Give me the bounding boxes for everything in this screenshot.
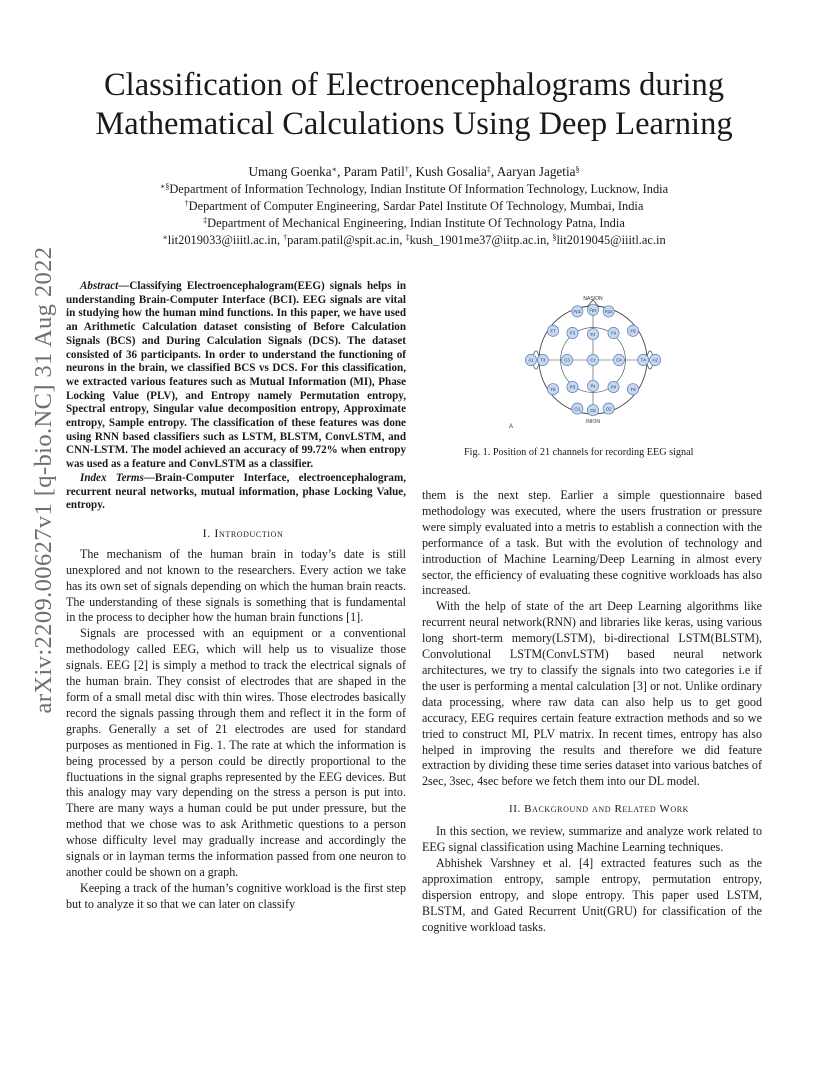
electrode-c4 xyxy=(613,354,624,365)
paragraph: In this section, we review, summarize and analyze work related to EEG signal classification using Machine Learning techniques. xyxy=(422,824,762,855)
affiliation-text: Department of Computer Engineering, Sardar Patel Institute Of Technology, Mumbai, India xyxy=(188,199,644,213)
inion-label: INION xyxy=(586,419,600,425)
affiliation-text: Department of Mechanical Engineering, Indian Institute Of Technology Patna, India xyxy=(207,216,625,230)
nasion-label: NASION xyxy=(583,296,603,302)
electrode-label: T4 xyxy=(640,357,646,363)
electrode-label: Fp1 xyxy=(573,309,582,315)
abstract xyxy=(66,280,406,472)
index-terms-text: —Brain-Computer Interface, electroencephalogram, recurrent neural networks, mutual information, phase Locking Value, entropy. xyxy=(66,471,406,512)
electrode-label: F4 xyxy=(610,330,617,336)
electrode-label: Fp2 xyxy=(604,309,613,315)
figure-caption: Fig. 1. Position of 21 channels for recording EEG signal xyxy=(464,447,694,458)
author-list: Umang Goenka∗, Param Patil†, Kush Gosalia‡, Aaryan Jagetia§ xyxy=(248,164,580,179)
electrode-c3 xyxy=(561,354,572,365)
email-line xyxy=(40,232,788,248)
paragraph: them is the next step. Earlier a simple questionnaire based methodology was executed, where the users frustration or pressure were simply evaluated into a metris to establish a connection with the performance of a task. But with the evolution of technology and introduction of Machine Learning/Deep Learning in almost every sector, the efficiency of evaluating these cognitive workloads has also increased. xyxy=(422,488,762,598)
electrode-label: Oz xyxy=(590,407,596,413)
author-mark: ‡ xyxy=(486,165,491,174)
electrode-f3 xyxy=(567,327,578,338)
paragraph: The mechanism of the human brain in today’s date is still unexplored and not known to the researchers. Every action we take has its own set of signals depending on which the human brain reacts. The understanding of these signals is something that is fundamental in the process to decipher how the human brain functions [1]. xyxy=(66,546,406,625)
email-text: lit2019033@iiitl.ac.in, xyxy=(167,233,281,247)
email-mark: † xyxy=(283,233,288,242)
email-text: lit2019045@iiitl.ac.in xyxy=(556,233,666,247)
affiliation-2 xyxy=(40,198,788,214)
paragraph: Keeping a track of the human’s cognitive workload is the first step but to analyze it so that we can later on classify xyxy=(66,880,406,911)
electrode-label: F8 xyxy=(630,328,636,334)
electrode-label: Fpz xyxy=(589,307,597,313)
author-name: Param Patil xyxy=(343,164,405,179)
figure-panel-label: A xyxy=(508,424,514,430)
electrode-label: Cz xyxy=(590,357,596,363)
paper-title xyxy=(40,66,788,144)
left-column xyxy=(66,280,406,913)
electrode-f8 xyxy=(627,325,638,336)
electrode-fp1 xyxy=(572,306,583,317)
email-mark: § xyxy=(552,233,557,242)
electrode-o1 xyxy=(572,403,583,414)
section-heading-text: II. Background and Related Work xyxy=(508,803,690,816)
affiliation-1 xyxy=(40,181,788,197)
affiliation-mark: ‡ xyxy=(203,216,208,225)
affiliation-text: Department of Information Technology, Indian Institute Of Information Technology, Lucknow, India xyxy=(169,182,669,196)
author-mark: † xyxy=(404,165,409,174)
author-mark: ∗ xyxy=(331,165,338,174)
title-line-2: Mathematical Calculations Using Deep Learning xyxy=(95,106,733,142)
electrode-label: P3 xyxy=(569,384,576,390)
electrode-fp2 xyxy=(603,306,614,317)
electrode-a1 xyxy=(525,354,536,365)
electrode-fz xyxy=(587,328,598,339)
affiliation-3 xyxy=(40,215,788,231)
section-heading-background xyxy=(422,802,762,818)
arxiv-identifier-text: arXiv:2209.00627v1 [q-bio.NC] 31 Aug 2022 xyxy=(30,246,57,714)
index-terms xyxy=(66,472,406,513)
electrode-p4 xyxy=(608,381,619,392)
electrode-fpz xyxy=(587,304,598,315)
email-text: param.patil@spit.ac.in, xyxy=(287,233,403,247)
electrode-cz xyxy=(587,354,598,365)
electrode-pz xyxy=(587,380,598,391)
author-name: Umang Goenka xyxy=(248,164,332,179)
paragraph: With the help of state of the art Deep Learning algorithms like recurrent neural network(RNN) and libraries like keras, using various long short-term memory(LSTM), bi-directional LSTM(BLSTM), Convolutional LSTM(ConvLSTM) based neural network architectures, we try to classify the signals into two categories i.e if the user is performing a mental calculation [3] or not. Unlike ordinary data processing, where raw data can also help us to get good accuracy, EEG requires certain feature extraction methods and so we tried to construct MI, PLV matrix. In recent times, entropy has also helped in improving the results and therefore we did feature extraction by dividing these time series dataset into various batches of 2sec, 3sec, 4sec before we fetch them into our DL model. xyxy=(422,599,762,789)
right-column xyxy=(422,488,762,935)
section-heading-introduction xyxy=(66,526,406,542)
paragraph: Abhishek Varshney et al. [4] extracted features such as the approximation entropy, sample entropy, permutation entropy, dispersion entropy, and slope entropy. This paper used LSTM, BLSTM, and Gated Recurrent Unit(GRU) for classification of the cognitive workload tasks. xyxy=(422,855,762,934)
abstract-label: Abstract xyxy=(80,280,119,292)
electrode-label: O1 xyxy=(574,406,581,412)
electrode-t6 xyxy=(627,384,638,395)
abstract-text: —Classifying Electroencephalogram(EEG) signals helps in understanding Brain-Computer Interface (BCI). EEG signals are vital in studying how the human mind functions. In this paper, we have used an Arithmetic Calculation dataset consisting of Before Calculation Signals (BCS) and During Calculation Signals (DCS). The dataset consisted of 36 participants. In order to understand the functioning of neurons in the brain, we classified BCS vs DCS. For this classification, we extracted various features such as Mutual Information (MI), Phase Locking Value (PLV), and Entropy namely Permutation entropy, Spectral entropy, Singular value decomposition entropy, Approximate entropy, Sample entropy. The classification of these features was done using RNN based classifiers such as LSTM, BLSTM, ConvLSTM, and CNN-LSTM. The model achieved an accuracy of 99.72% when entropy was used as a feature and ConvLSTM as a classifier. xyxy=(66,280,406,471)
paragraph: Signals are processed with an equipment or a conventional methodology called EEG, which will help us to visualize those signals. EEG [2] is simply a method to track the electrical signals of the human brain. They consist of electrodes that are shaped in the form of a small metal disc with thin wires. Those electrodes basically record the signals passing through them and reflect it in the form of graphs. Generally a set of 21 electrodes are used for standard purposes as mentioned in Fig. 1. The rate at which the information is being processed by a person could be directly proportional to the fluctuations in the signal graphs represented by the EEG devices. But this analogy may vary depending on the stress a person is put into. There are many ways a human could be put under pressure, but the method that we chose was to ask Arithmetic questions to a person whose difficulty level may gradually increase and accordingly the signals or in layman terms the information passed from one neuron to another could be shown on a graph. xyxy=(66,626,406,879)
email-text: kush_1901me37@iitp.ac.in, xyxy=(409,233,550,247)
electrode-label: C4 xyxy=(616,357,622,363)
electrode-label: Fz xyxy=(590,331,596,337)
author-name: Aaryan Jagetia xyxy=(496,164,576,179)
electrode-label: P4 xyxy=(610,384,617,390)
eeg-electrode-figure xyxy=(505,292,681,432)
electrode-o2 xyxy=(603,403,614,414)
email-mark: ∗ xyxy=(162,233,168,242)
author-name: Kush Gosalia xyxy=(415,164,487,179)
electrode-label: O2 xyxy=(605,406,612,412)
title-line-1: Classification of Electroencephalograms during xyxy=(103,67,724,103)
electrode-label: T6 xyxy=(630,386,636,392)
electrode-label: F7 xyxy=(550,328,556,334)
electrode-a2 xyxy=(650,354,661,365)
electrode-f4 xyxy=(608,327,619,338)
author-mark: § xyxy=(575,165,580,174)
affiliation-mark: † xyxy=(184,199,189,208)
electrode-t4 xyxy=(638,354,649,365)
electrode-label: F3 xyxy=(569,330,576,336)
electrode-label: C3 xyxy=(564,357,570,363)
electrode-t5 xyxy=(547,384,558,395)
electrode-f7 xyxy=(547,325,558,336)
electrode-label: T5 xyxy=(550,386,556,392)
section-heading-text: I. Introduction xyxy=(202,525,284,540)
electrode-label: Pz xyxy=(590,383,596,389)
electrode-label: A1 xyxy=(528,357,534,363)
electrode-oz xyxy=(587,405,598,416)
electrode-label: A2 xyxy=(652,357,658,363)
electrode-t3 xyxy=(537,354,548,365)
affiliation-mark: ∗§ xyxy=(159,182,170,191)
index-terms-label: Index Terms xyxy=(80,471,144,484)
email-mark: ‡ xyxy=(405,233,410,242)
electrode-label: T3 xyxy=(540,357,546,363)
electrode-p3 xyxy=(567,381,578,392)
